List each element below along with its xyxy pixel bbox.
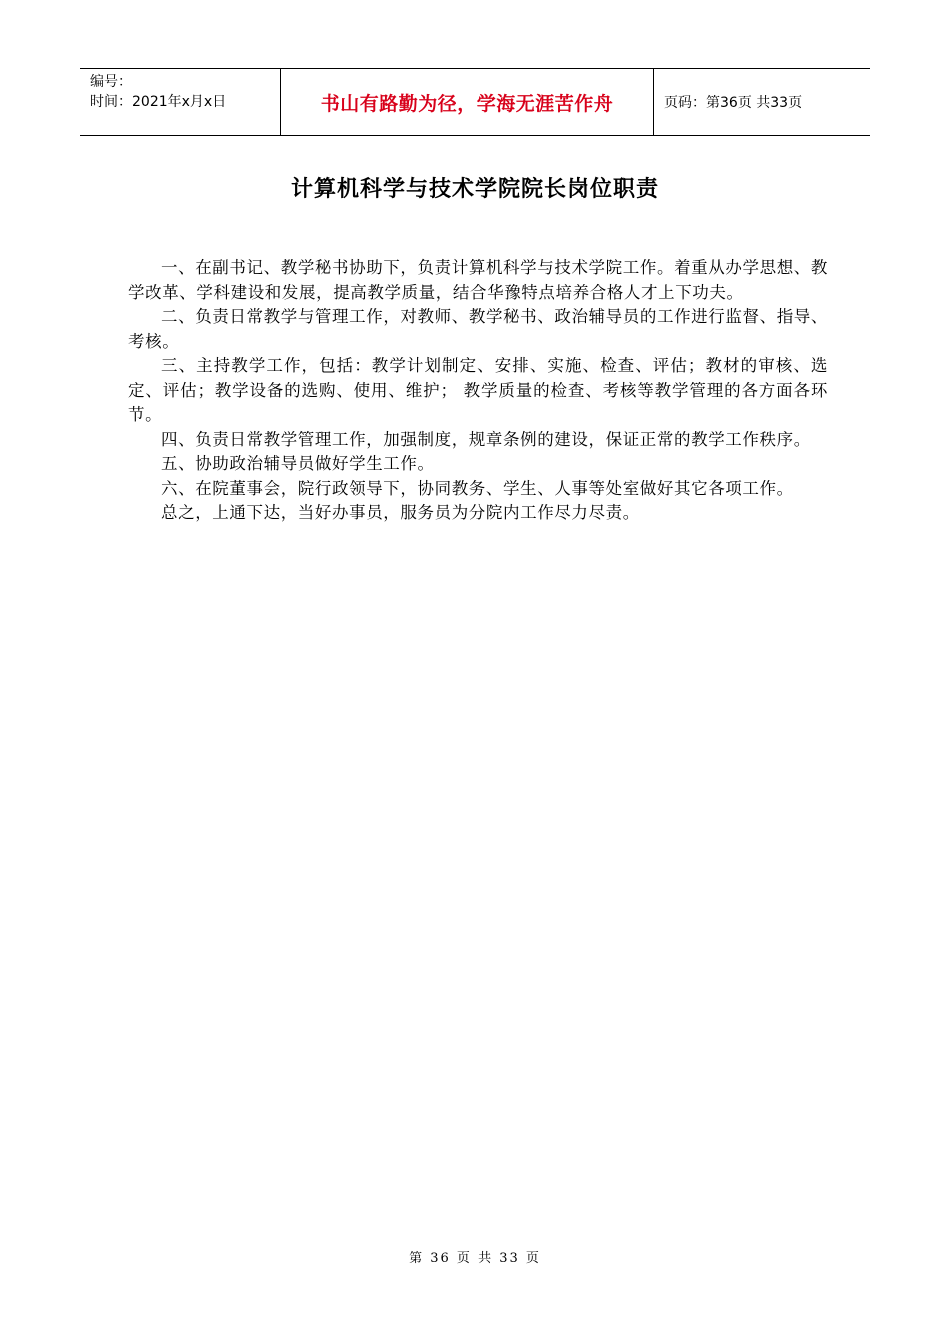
page-footer: 第 36 页 共 33 页 <box>409 1251 541 1266</box>
paragraph: 四、负责日常教学管理工作，加强制度，规章条例的建设，保证正常的教学工作秩序。 <box>161 429 811 449</box>
paragraph: 五、协助政治辅导员做好学生工作。 <box>161 454 435 473</box>
header-page-cell <box>654 69 870 135</box>
number-label: 编号： <box>90 74 132 90</box>
motto-text: 书山有路勤为径，学海无涯苦作舟 <box>320 92 614 115</box>
header-meta-cell <box>80 69 281 135</box>
document-title: 计算机科学与技术学院院长岗位职责 <box>290 177 659 202</box>
paragraph: 三、主持教学工作，包括：教学计划制定、安排、实施、检查、评估；教材的审核、选定、评估；教学设备的选购、使用、维护； 教学质量的检查、考核等教学管理的各方面各环节。 <box>128 356 828 424</box>
page-label: 页码：第36页 共33页 <box>664 95 803 111</box>
time-label: 时间：2021年x月x日 <box>90 94 227 110</box>
page-header <box>80 68 870 136</box>
paragraph: 六、在院董事会，院行政领导下，协同教务、学生、人事等处室做好其它各项工作。 <box>161 478 794 498</box>
paragraph: 二、负责日常教学与管理工作，对教师、教学秘书、政治辅导员的工作进行监督、指导、考核。 <box>128 307 828 351</box>
paragraph: 总之，上通下达，当好办事员，服务员为分院内工作尽力尽责。 <box>161 503 640 522</box>
document-body <box>128 256 828 526</box>
paragraph: 一、在副书记、教学秘书协助下，负责计算机科学与技术学院工作。着重从办学思想、教学改革、学科建设和发展，提高教学质量，结合华豫特点培养合格人才上下功夫。 <box>128 258 828 302</box>
header-motto-cell <box>281 69 654 135</box>
